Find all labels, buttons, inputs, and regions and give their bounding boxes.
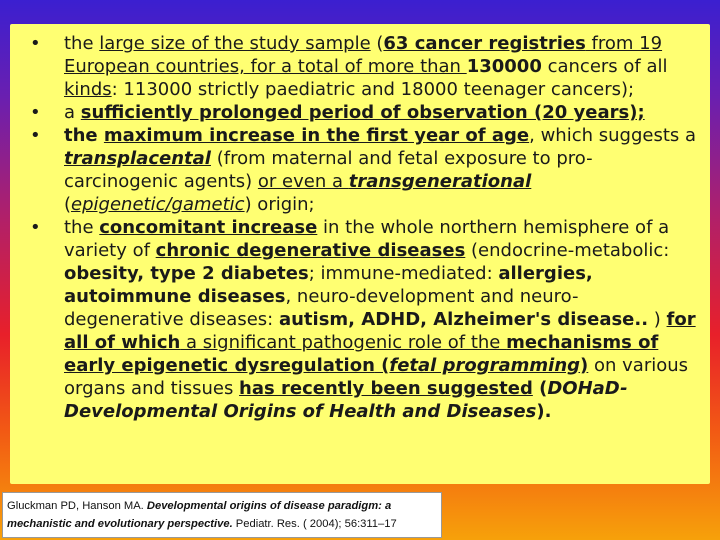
text-segment: in the whole northern hemisphere of a variety of bbox=[64, 217, 670, 261]
bullet-item bbox=[26, 124, 698, 216]
text-segment: mechanisms of early epigenetic dysregulation bbox=[64, 332, 659, 376]
text-segment: large size of the study sample bbox=[99, 33, 371, 54]
text-segment: chronic degenerative diseases bbox=[155, 240, 466, 261]
text-segment: ( bbox=[374, 355, 390, 376]
text-segment: the bbox=[64, 125, 104, 146]
text-segment: ) bbox=[648, 309, 667, 330]
bullet-item bbox=[26, 216, 698, 423]
text-segment: from 19 European countries, for a total of more than bbox=[64, 33, 663, 77]
text-segment: for all of which bbox=[64, 309, 696, 353]
text-segment: (from maternal and fetal exposure to pro-carcinogenic agents) bbox=[64, 148, 593, 192]
bullet-item bbox=[26, 101, 698, 124]
text-segment: DOHaD-Developmental Origins of Health and Diseases bbox=[64, 378, 628, 422]
content-box bbox=[10, 24, 710, 484]
text-segment: the bbox=[64, 33, 100, 54]
text-segment: epigenetic/gametic bbox=[71, 194, 245, 215]
text-segment: fetal programming bbox=[389, 355, 581, 376]
text-segment: or even a bbox=[257, 171, 349, 192]
text-segment: maximum increase in the first year of age bbox=[103, 125, 530, 146]
text-segment: a bbox=[64, 102, 81, 123]
text-segment: , neuro-development and neuro-degenerative diseases: bbox=[64, 286, 579, 330]
text-segment: sufficiently prolonged period of observation (20 years); bbox=[80, 102, 645, 123]
text-segment: (endocrine-metabolic: bbox=[465, 240, 670, 261]
text-segment: 130000 bbox=[466, 56, 542, 77]
text-segment: autism, ADHD, Alzheimer's disease.. bbox=[278, 309, 649, 330]
text-segment: ( bbox=[532, 378, 548, 399]
text-segment: , which suggests a bbox=[529, 125, 697, 146]
text-segment: transgenerational bbox=[348, 171, 532, 192]
text-segment: allergies, autoimmune diseases bbox=[64, 263, 593, 307]
text-segment: 63 cancer registries bbox=[383, 33, 586, 54]
text-segment: : 113000 strictly paediatric and 18000 teenager cancers); bbox=[111, 79, 635, 100]
text-segment: ). bbox=[536, 401, 552, 422]
text-segment: concomitant increase bbox=[99, 217, 318, 238]
text-segment: ) origin; bbox=[244, 194, 315, 215]
text-segment: a significant pathogenic role of the bbox=[180, 332, 507, 353]
text-segment: kinds bbox=[64, 79, 112, 100]
text-segment: the bbox=[64, 217, 100, 238]
text-segment: Pediatr. Res. ( 2004); 56:311–17 bbox=[232, 518, 397, 530]
text-segment: ; immune-mediated: bbox=[308, 263, 499, 284]
text-segment: ( bbox=[370, 33, 384, 54]
text-segment: obesity, type 2 diabetes bbox=[64, 263, 309, 284]
text-segment: has recently been suggested bbox=[239, 378, 533, 399]
text-segment: Gluckman PD, Hanson MA. bbox=[7, 500, 147, 512]
text-segment: Developmental origins of disease paradigm: a mechanistic and evolutionary perspective. bbox=[7, 500, 392, 530]
text-segment: ( bbox=[64, 194, 72, 215]
bullet-list bbox=[10, 24, 710, 423]
text-segment: transplacental bbox=[64, 148, 211, 169]
text-segment: cancers of all bbox=[541, 56, 668, 77]
citation-box bbox=[2, 492, 442, 538]
text-segment: on various organs and tissues bbox=[64, 355, 689, 399]
bullet-item bbox=[26, 32, 698, 101]
text-segment: ) bbox=[580, 355, 589, 376]
